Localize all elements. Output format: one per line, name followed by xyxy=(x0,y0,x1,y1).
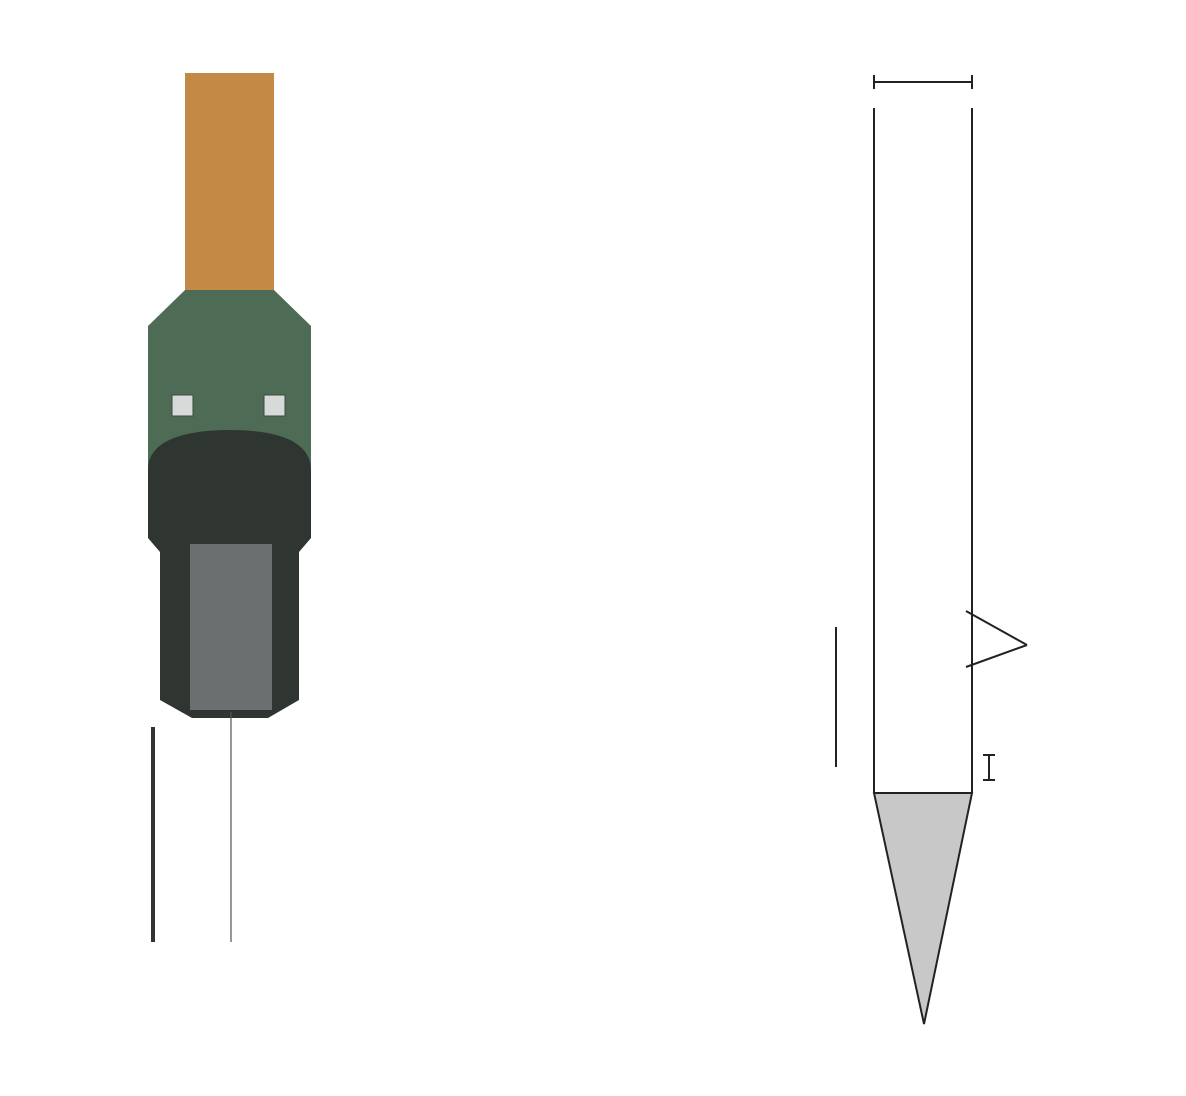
flex-cable xyxy=(185,73,274,293)
pcb-pad-right xyxy=(264,395,285,416)
width-70um-bar xyxy=(874,75,972,89)
pcb-pad-left xyxy=(172,395,193,416)
shank-block xyxy=(190,544,272,710)
pitch-20um-bar xyxy=(983,755,995,780)
probe-overview xyxy=(148,73,311,942)
sites-callout-lines xyxy=(966,611,1027,667)
shank-tip-detail xyxy=(836,75,1027,1024)
shank-tip xyxy=(874,793,972,1024)
